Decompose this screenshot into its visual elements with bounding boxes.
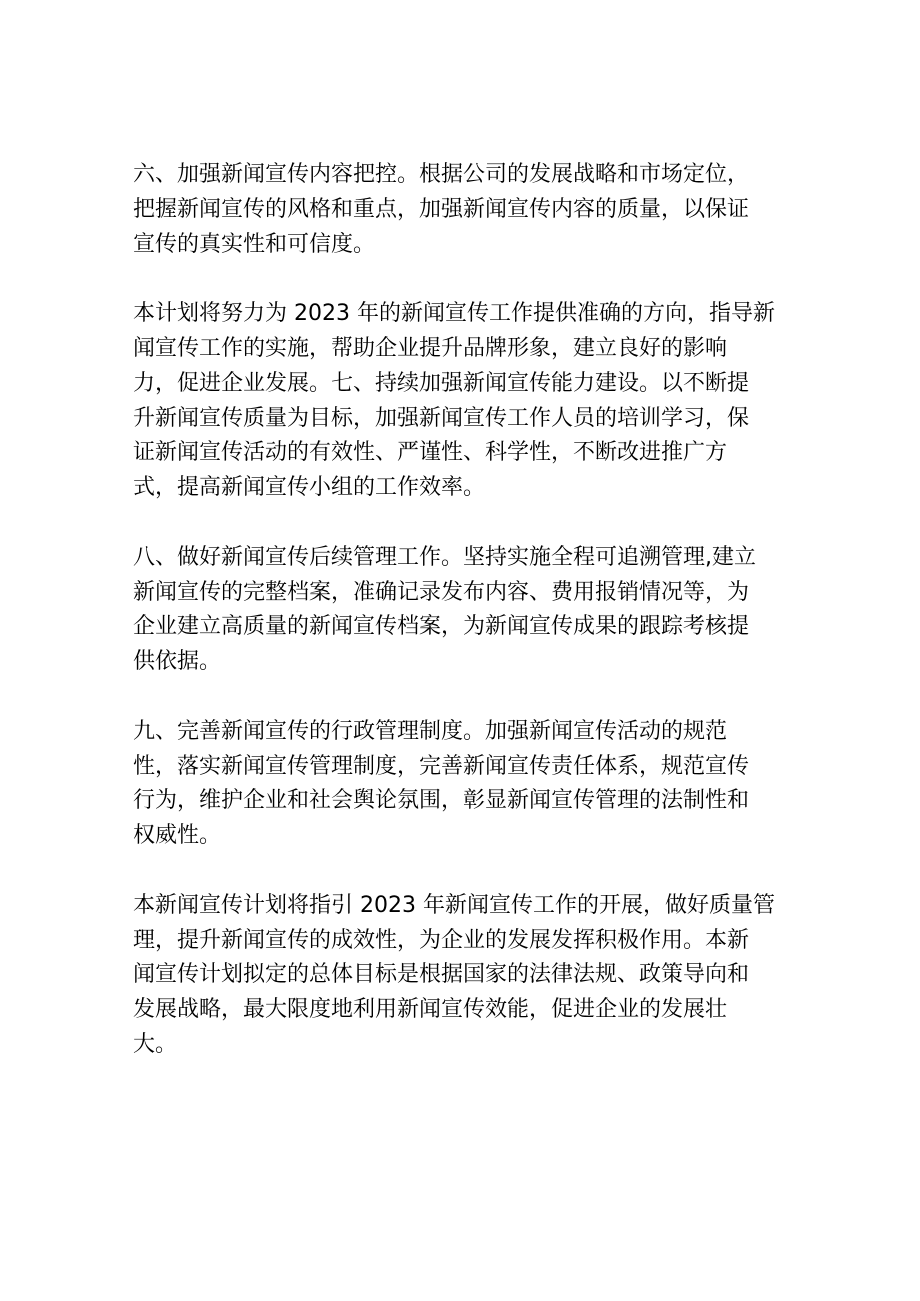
text-line: 本新闻宣传计划将指引 2023 年新闻宣传工作的开展，做好质量管 (133, 892, 775, 918)
text-line: 理，提升新闻宣传的成效性，为企业的发展发挥积极作用。本新 (133, 927, 750, 953)
text-line: 供依据。 (133, 649, 222, 675)
text-line: 把握新闻宣传的风格和重点，加强新闻宣传内容的质量，以保证 (133, 196, 750, 222)
text-line: 大。 (133, 1031, 178, 1057)
text-line: 权威性。 (133, 823, 222, 849)
paragraph-eight (133, 541, 793, 680)
paragraph-six (133, 158, 793, 262)
text-line: 闻宣传计划拟定的总体目标是根据国家的法律法规、政策导向和 (133, 962, 750, 988)
text-line: 发展战略，最大限度地利用新闻宣传效能，促进企业的发展壮 (133, 997, 728, 1023)
text-line: 企业建立高质量的新闻宣传档案，为新闻宣传成果的跟踪考核提 (133, 614, 750, 640)
paragraph-plan-seven (133, 297, 793, 506)
text-line: 六、加强新闻宣传内容把控。根据公司的发展战略和市场定位， (133, 162, 750, 187)
text-line: 八、做好新闻宣传后续管理工作。坚持实施全程可追溯管理,建立 (133, 544, 756, 570)
text-line: 式，提高新闻宣传小组的工作效率。 (133, 475, 486, 501)
paragraph-nine (133, 715, 793, 854)
text-line: 九、完善新闻宣传的行政管理制度。加强新闻宣传活动的规范 (133, 718, 728, 744)
text-line: 本计划将努力为 2023 年的新闻宣传工作提供准确的方向，指导新 (133, 301, 775, 327)
text-line: 性，落实新闻宣传管理制度，完善新闻宣传责任体系，规范宣传 (133, 753, 750, 779)
text-line: 行为，维护企业和社会舆论氛围，彰显新闻宣传管理的法制性和 (133, 788, 750, 814)
text-line: 宣传的真实性和可信度。 (133, 231, 376, 257)
text-line: 力，促进企业发展。七、持续加强新闻宣传能力建设。以不断提 (133, 370, 750, 396)
document-body (133, 158, 793, 1098)
text-line: 新闻宣传的完整档案，准确记录发布内容、费用报销情况等，为 (133, 579, 750, 605)
text-line: 闻宣传工作的实施，帮助企业提升品牌形象，建立良好的影响 (133, 335, 728, 361)
text-line: 证新闻宣传活动的有效性、严谨性、科学性，不断改进推广方 (133, 440, 728, 466)
paragraph-conclusion (133, 889, 793, 1063)
text-line: 升新闻宣传质量为目标，加强新闻宣传工作人员的培训学习，保 (133, 405, 750, 431)
